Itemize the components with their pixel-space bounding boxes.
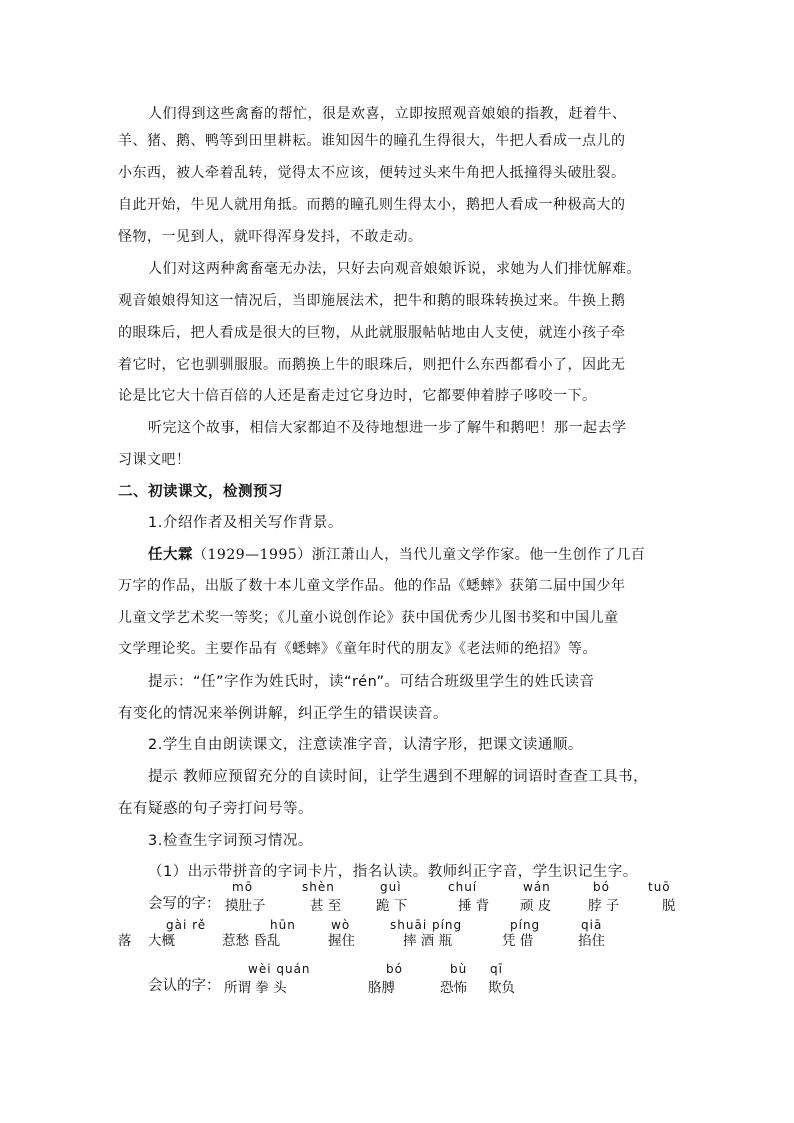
- story-line-8: 的眼珠后，把人看成是很大的巨物，从此就服服帖帖地由人支使，就连小孩子牵: [118, 325, 626, 341]
- pinyin-bo-2: bó: [386, 962, 403, 976]
- pinyin-wo: wò: [331, 918, 351, 932]
- read-words-row: [118, 958, 680, 1004]
- pinyin-qi: qī: [490, 962, 503, 976]
- item-3-sub-1: （1）出示带拼音的字词卡片，指名认读。教师纠正字音，学生识记生字。: [148, 864, 638, 880]
- word-mo-du-zi: 摸肚子: [225, 898, 266, 914]
- word-luo: 落: [118, 933, 132, 949]
- pinyin-hun: hūn: [270, 918, 296, 932]
- word-suo-wei-quan-tou: 所谓 拳 头: [224, 980, 287, 996]
- section-heading: 二、初读课文，检测预习: [118, 484, 283, 500]
- author-line-3: 儿童文学艺术奖一等奖；《儿童小说创作论》获中国优秀少儿图书奖和中国儿童: [118, 610, 619, 626]
- word-chui-bei: 捶 背: [458, 898, 490, 914]
- story-line-12: 习课文吧！: [118, 452, 191, 468]
- pinyin-tuo: tuō: [648, 880, 671, 894]
- pinyin-bu: bù: [450, 962, 468, 976]
- story-line-1: 人们得到这些禽畜的帮忙，很是欢喜，立即按照观音娘娘的指教，赶着牛、: [148, 106, 627, 122]
- tip-2-line-1: 提示 教师应预留充分的自读时间，让学生遇到不理解的词语时查查工具书，: [148, 769, 649, 785]
- story-line-7: 观音娘娘得知这一情况后，当即施展法术，把牛和鹅的眼珠转换过来。牛换上鹅: [118, 293, 626, 309]
- story-line-11: 听完这个故事，相信大家都迫不及待地想进一步了解牛和鹅吧！那一起去学: [148, 420, 627, 436]
- pinyin-gai-re: gài rě: [166, 918, 207, 932]
- tip-2-line-2: 在有疑惑的句子旁打问号等。: [118, 801, 313, 817]
- word-shuai-jiu-ping: 摔 酒 瓶: [403, 933, 453, 949]
- pinyin-mo: mō: [232, 880, 254, 894]
- story-line-5: 怪物，一见到人，就吓得浑身发抖，不敢走动。: [118, 229, 423, 245]
- word-wo-zhu: 握住: [328, 933, 355, 949]
- pinyin-bo: bó: [593, 880, 610, 894]
- pinyin-qia: qiā: [581, 918, 603, 932]
- read-words-label: 会认的字：: [148, 978, 221, 994]
- write-words-row-2: [118, 916, 680, 962]
- pinyin-shuai-ping: shuāi píng: [390, 918, 463, 932]
- item-1-title: 1.介绍作者及相关写作背景。: [148, 515, 343, 531]
- word-shen-zhi: 甚 至: [310, 898, 342, 914]
- word-ping-jie: 凭 借: [502, 933, 534, 949]
- story-line-6: 人们对这两种禽畜毫无办法，只好去向观音娘娘诉说，求她为人们排忧解难。: [148, 261, 641, 277]
- word-tuo: 脱: [662, 898, 676, 914]
- story-line-4: 自此开始，牛见人就用角抵。而鹅的瞳孔则生得太小，鹅把人看成一种极高大的: [118, 197, 626, 213]
- story-line-10: 论是比它大十倍百倍的人还是畜走过它身边时，它都要伸着脖子哆咬一下。: [118, 388, 597, 404]
- author-line-4: 文学理论奖。主要作品有《蟋蟀》《童年时代的朋友》《老法师的绝招》等。: [118, 641, 597, 657]
- story-line-3: 小东西，被人牵着乱转，觉得太不应该，便转过头来牛角把人抵撞得头破肚裂。: [118, 165, 626, 181]
- word-qi-fu: 欺负: [488, 980, 515, 996]
- item-3-title: 3.检查生字词预习情况。: [148, 833, 313, 849]
- word-ge-bo: 胳膊: [368, 980, 395, 996]
- word-qia-zhu: 掐住: [578, 933, 605, 949]
- pinyin-wan: wán: [523, 880, 551, 894]
- author-line-1: [118, 543, 680, 564]
- word-kong-bu: 恐怖: [440, 980, 467, 996]
- pinyin-shen: shèn: [302, 880, 335, 894]
- pinyin-wei-quan: wèi quán: [248, 962, 311, 976]
- word-da-gai-re: 大概: [148, 933, 175, 949]
- tip-1-line-1: 提示：“任”字作为姓氏时，读“rén”。可结合班级里学生的姓氏读音: [148, 674, 595, 690]
- word-gui-xia: 跪 下: [376, 898, 408, 914]
- word-wan-pi: 顽 皮: [520, 898, 552, 914]
- word-bo-zi: 脖 子: [588, 898, 620, 914]
- tip-1-line-2: 有变化的情况来举例讲解，纠正学生的错误读音。: [118, 706, 448, 722]
- write-words-label: 会写的字：: [148, 896, 221, 912]
- author-name: 任大霖: [148, 547, 193, 563]
- story-line-2: 羊、猪、鹅、鸭等到田里耕耘。谁知因牛的瞳孔生得很大，牛把人看成一点儿的: [118, 133, 626, 149]
- story-line-9: 着它时，它也驯驯服服。而鹅换上牛的眼珠后，则把什么东西都看小了，因此无: [118, 357, 626, 373]
- author-line-1-text: （1929—1995）浙江萧山人，当代儿童文学作家。他一生创作了几百: [193, 547, 646, 563]
- pinyin-ping: píng: [510, 918, 541, 932]
- author-line-2: 万字的作品，出版了数十本儿童文学作品。他的作品《蟋蟀》获第二届中国少年: [118, 578, 626, 594]
- word-re-chou-hun-luan: 惹愁 昏乱: [222, 933, 281, 949]
- item-2-title: 2.学生自由朗读课文，注意读准字音，认清字形，把课文读通顺。: [148, 737, 583, 753]
- pinyin-chui: chuí: [448, 880, 478, 894]
- pinyin-gui: guì: [380, 880, 402, 894]
